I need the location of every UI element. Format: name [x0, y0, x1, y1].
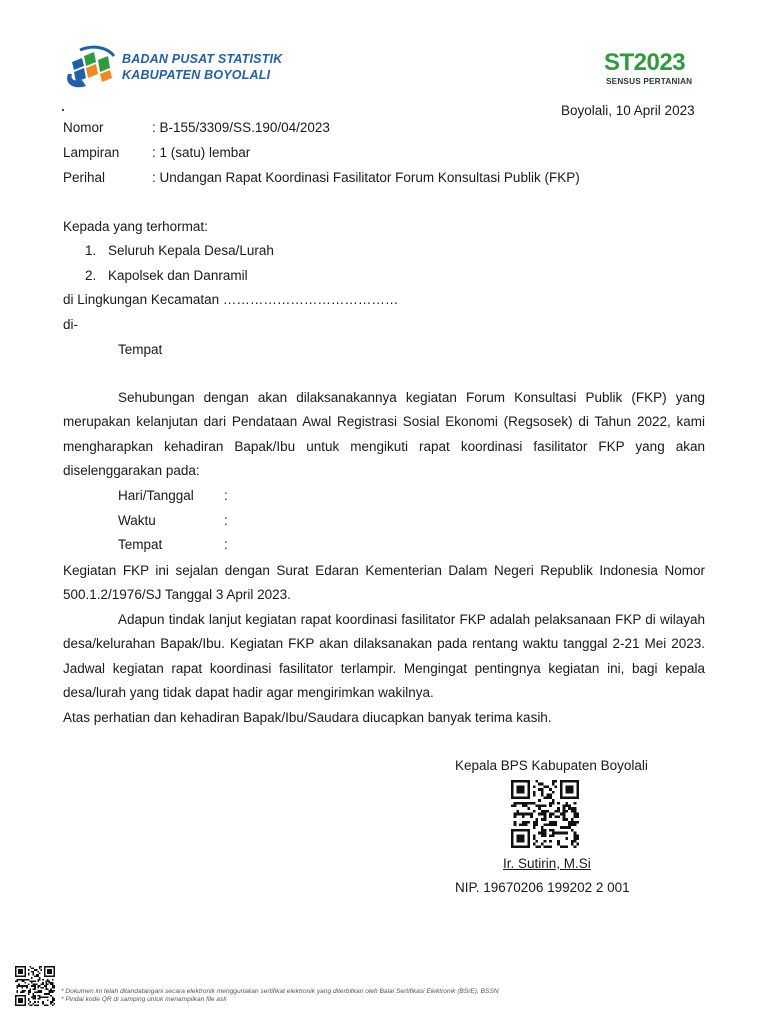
recipient-number: 1. — [85, 243, 97, 258]
meta-label: Perihal — [63, 170, 106, 185]
stray-dot — [62, 109, 64, 111]
schedule-label: Waktu — [118, 513, 156, 528]
schedule-label: Hari/Tanggal — [118, 488, 194, 503]
place-date: Boyolali, 10 April 2023 — [561, 103, 695, 118]
schedule-block — [118, 488, 318, 558]
meta-value: : 1 (satu) lembar — [152, 145, 251, 160]
signatory-nip: NIP. 19670206 199202 2 001 — [455, 880, 630, 895]
meta-value: : Undangan Rapat Koordinasi Fasilitator Forum Konsultasi Publik (FKP) — [152, 170, 580, 185]
signature-title: Kepala BPS Kabupaten Boyolali — [455, 758, 648, 773]
tempat-line: Tempat — [118, 342, 163, 357]
recipient-number: 2. — [85, 268, 97, 283]
signature-qr-code-icon — [511, 780, 579, 848]
st2023-logo-icon — [600, 50, 710, 90]
salutation: Kepada yang terhormat: — [63, 219, 208, 234]
paragraph-1: Sehubungan dengan akan dilaksanakannya kegiatan Forum Konsultasi Publik (FKP) yang merupakan kelanjutan dari Pendataan Awal Registrasi Sosial Ekonomi (Regsosek) di Tahun 2022, kami mengharapkan kehadiran Bapak/Ibu untuk mengikuti rapat koordinasi fasilitator FKP yang akan diselenggarakan pada: — [63, 390, 705, 479]
agency-line-2: KABUPATEN BOYOLALI — [122, 68, 271, 82]
schedule-label: Tempat — [118, 537, 163, 552]
census-logo-main: ST2023 — [604, 49, 686, 76]
recipient-item: Seluruh Kepala Desa/Lurah — [108, 243, 274, 258]
recipient-item: Kapolsek dan Danramil — [108, 268, 248, 283]
meta-label: Lampiran — [63, 145, 120, 160]
location-line: di Lingkungan Kecamatan ………………………………… — [63, 292, 399, 307]
signatory-name: Ir. Sutirin, M.Si — [503, 856, 591, 871]
schedule-colon: : — [224, 513, 228, 528]
schedule-colon: : — [224, 537, 228, 552]
footer-qr-code-icon — [15, 966, 55, 1006]
paragraph-4: Atas perhatian dan kehadiran Bapak/Ibu/Saudara diucapkan banyak terima kasih. — [63, 710, 552, 725]
meta-label: Nomor — [63, 120, 104, 135]
agency-name — [122, 51, 282, 83]
paragraph-3: Adapun tindak lanjut kegiatan rapat koordinasi fasilitator FKP adalah pelaksanaan FKP di wilayah desa/kelurahan Bapak/Ibu. Kegiatan FKP akan dilaksanakan pada rentang waktu tanggal 2-21 Mei 2023. Jadwal kegiatan rapat koordinasi fasilitator terlampir. Mengingat pentingnya kegiatan ini, bagi kepala desa/lurah yang tidak dapat hadir agar mengirimkan wakilnya. — [63, 612, 705, 701]
bps-logo-icon — [60, 44, 116, 92]
footer-notes — [61, 988, 499, 1004]
paragraph-2: Kegiatan FKP ini sejalan dengan Surat Edaran Kementerian Dalam Negeri Republik Indonesia Nomor 500.1.2/1976/SJ Tanggal 3 April 2023. — [63, 563, 705, 603]
footer-note-2: * Pindai kode QR di samping untuk menampilkan file asli — [61, 996, 227, 1003]
agency-line-1: BADAN PUSAT STATISTIK — [122, 52, 283, 66]
footer-note-1: * Dokumen ini telah ditandatangani secara elektronik menggunakan sertifikat elektronik yang diterbitkan oleh Balai Sertifikasi Elektronik (BSrE), BSSN — [61, 988, 499, 995]
meta-value: : B-155/3309/SS.190/04/2023 — [152, 120, 330, 135]
di-line: di- — [63, 317, 79, 332]
census-logo-sub: SENSUS PERTANIAN — [606, 77, 693, 86]
schedule-colon: : — [224, 488, 228, 503]
